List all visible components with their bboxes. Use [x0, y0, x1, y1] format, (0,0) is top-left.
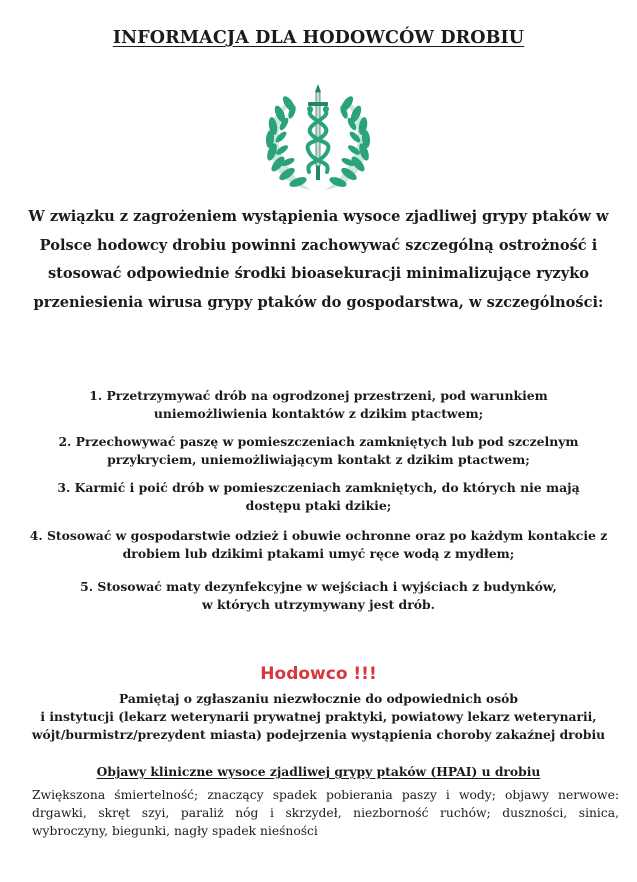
remember-line: Pamiętaj o zgłaszaniu niezwłocznie do odpowiednich osób [119, 691, 518, 706]
caduceus-laurel-emblem-icon [253, 80, 383, 195]
list-item [20, 479, 617, 515]
hodowco-heading: Hodowco !!! [260, 664, 377, 684]
list-item-line: uniemożliwienia kontaktów z dzikim ptactwem; [153, 406, 484, 421]
remember-line: i instytucji (lekarz weterynarii prywatnej praktyki, powiatowy lekarz weterynarii, [40, 709, 597, 724]
list-item-line: 1. Przetrzymywać drób na ogrodzonej przestrzeni, pod warunkiem [89, 388, 548, 403]
list-item-line: przykryciem, uniemożliwiającym kontakt z dzikim ptactwem; [107, 452, 530, 467]
list-item-line: w których utrzymywany jest drób. [202, 597, 435, 612]
remember-paragraph [10, 690, 627, 744]
intro-paragraph: W związku z zagrożeniem wystąpienia wysoce zjadliwej grypy ptaków w Polsce hodowcy drobiu powinni zachowywać szczególną ostrożność i stosować odpowiednie środki bioasekuracji minimalizujące ryzyko przeniesienia wirusa grypy ptaków do gospodarstwa, w szczególności: [28, 208, 609, 311]
list-item-line: 2. Przechowywać paszę w pomieszczeniach zamkniętych lub pod szczelnym [58, 434, 579, 449]
list-item-line: 3. Karmić i poić drób w pomieszczeniach zamkniętych, do których nie mają [57, 480, 580, 495]
list-item [20, 527, 617, 563]
symptoms-paragraph: Zwiększona śmiertelność; znaczący spadek pobierania paszy i wody; objawy nerwowe: drgawki, skręt szyi, paraliż nóg i skrzydeł, niezborność ruchów; duszności, sinica, wybroczyny, biegunki, nagły spadek nieśności [32, 788, 619, 838]
list-item-line: drobiem lub dzikimi ptakami umyć ręce wodą z mydłem; [122, 546, 515, 561]
remember-line: wójt/burmistrz/prezydent miasta) podejrzenia wystąpienia choroby zakaźnej drobiu [31, 727, 606, 742]
document-title: INFORMACJA DLA HODOWCÓW DROBIU [112, 28, 525, 48]
list-item-line: 4. Stosować w gospodarstwie odzież i obuwie ochronne oraz po każdym kontakcie z [29, 528, 608, 543]
list-item-line: 5. Stosować maty dezynfekcyjne w wejściach i wyjściach z budynków, [80, 579, 557, 594]
symptoms-heading: Objawy kliniczne wysoce zjadliwej grypy ptaków (HPAI) u drobiu [96, 764, 541, 779]
list-item [20, 433, 617, 469]
list-item [20, 387, 617, 423]
list-item-line: dostępu ptaki dzikie; [245, 498, 392, 513]
list-item [20, 578, 617, 614]
